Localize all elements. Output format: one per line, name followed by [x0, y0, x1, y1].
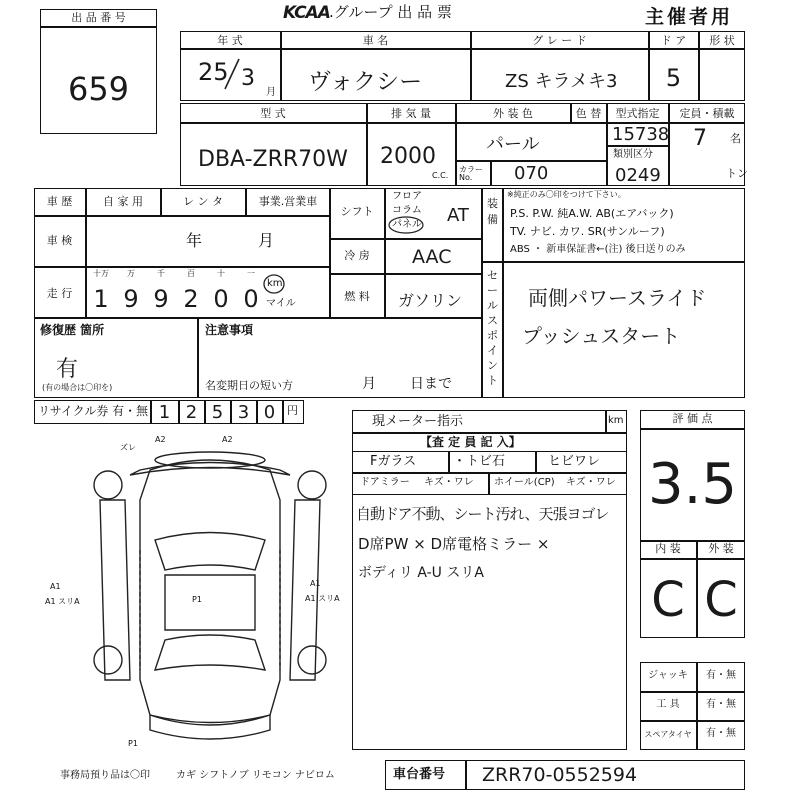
form-title: .グループ 出 品 票: [329, 3, 452, 21]
grade-value: ZS キラメキ3: [505, 71, 618, 92]
color-no-value: 070: [514, 163, 549, 184]
lot-number-value: 659: [67, 70, 130, 108]
chip-label: ・トビ石: [453, 454, 506, 469]
damage-mark-p1-roof: P1: [192, 595, 202, 604]
inspection-year-unit: 年: [186, 231, 203, 250]
shift-floor: フロア: [392, 191, 422, 202]
spare-tire-value: 有・無: [706, 728, 736, 739]
capacity-label: 定員・積載: [679, 107, 735, 120]
shift-value: AT: [447, 205, 469, 226]
color-no-label: カラー No.: [459, 165, 483, 182]
ac-label: 冷 房: [344, 249, 370, 262]
mileage-digit: 0: [243, 285, 259, 313]
repair-label: 修復歴 箇所: [40, 323, 105, 337]
month-value: 3: [241, 66, 255, 91]
equipment-line2: TV. ナビ. カワ. SR(サンルーフ): [510, 225, 665, 238]
exterior-value: C: [704, 572, 738, 628]
capacity-value: 7: [693, 126, 707, 151]
mileage-digits: 十万 万 千 百 十 一 1 9 9 2 0 0: [86, 267, 266, 318]
name-change-month: 月: [362, 376, 376, 392]
recycle-digit: 0: [263, 402, 276, 423]
brand-logo: KCAA: [283, 3, 330, 23]
mileage-digit: 9: [123, 285, 139, 313]
damage-mark-a2-left: A2: [155, 435, 166, 444]
tools-value: 有・無: [706, 699, 736, 710]
displacement-label: 排 気 量: [391, 107, 431, 120]
grade-label: グ レ ー ド: [532, 34, 587, 47]
sales-point-line1: 両側パワースライド: [528, 286, 707, 310]
tonnage-unit: トン: [726, 167, 748, 180]
jack-label: ジャッキ: [648, 670, 688, 681]
interior-label: 内 装: [655, 542, 681, 555]
door-label: ド ア: [660, 34, 687, 47]
recycle-label: リサイクル券 有・無: [38, 404, 149, 418]
f-glass-label: Fガラス: [370, 454, 417, 469]
repair-value: 有: [56, 357, 79, 382]
equipment-note: ※純正のみ〇印をつけて下さい。: [507, 190, 626, 199]
shape-label: 形 状: [709, 34, 735, 47]
meter-label: 現メーター指示: [372, 414, 464, 429]
type-cert-value: 15738: [612, 124, 670, 145]
history-business: 事業.営業車: [258, 195, 318, 208]
damage-mark-a2-right: A2: [222, 435, 233, 444]
door-value: 5: [665, 64, 682, 92]
color-label: 外 装 色: [493, 107, 533, 120]
year-label: 年 式: [217, 34, 243, 47]
mileage-digit: 1: [93, 285, 109, 313]
inspector-comment1: 自動ドア不動、シート汚れ、天張ヨゴレ: [356, 505, 609, 523]
name-change-day: 日まで: [410, 376, 452, 392]
repair-note: (有の場合は〇印を): [42, 383, 113, 392]
crack-label: ヒビワレ: [548, 454, 601, 469]
class-value: 0249: [615, 165, 661, 186]
chassis-label: 車台番号: [393, 767, 446, 782]
history-label: 車 歴: [46, 195, 73, 208]
color-change-label: 色 替: [575, 107, 602, 120]
fuel-label: 燃 料: [344, 290, 370, 303]
model-label: 車 名: [362, 34, 389, 47]
shift-column: コラム: [392, 205, 422, 216]
mileage-digit: 0: [213, 285, 229, 313]
sales-point-label: セールスポイント: [487, 269, 498, 387]
shift-label: シフト: [340, 205, 374, 218]
organizer-label: 主催者用: [645, 6, 734, 28]
month-unit: 月: [266, 87, 276, 98]
capacity-unit: 名: [730, 132, 741, 145]
equipment-line1: P.S. P.W. 純A.W. AB(エアバック): [510, 207, 674, 220]
recycle-digit: 1: [158, 402, 171, 423]
office-note: 事務局預り品は〇印: [60, 770, 150, 781]
lot-number-label: 出 品 番 号: [71, 11, 126, 24]
shift-circle: [388, 216, 428, 236]
tools-label: 工 具: [656, 699, 680, 710]
mileage-digit: 9: [153, 285, 169, 313]
mile-label: マイル: [266, 298, 296, 309]
inspection-month-unit: 月: [258, 231, 275, 250]
mileage-label: 走 行: [46, 287, 73, 300]
ac-value: AAC: [412, 246, 452, 268]
damage-mark-scratch-left: A1 スリA: [45, 597, 80, 606]
wheel-state: キズ・ワレ: [566, 477, 616, 488]
equipment-label: 装 備: [487, 197, 498, 226]
type-value: DBA-ZRR70W: [198, 147, 348, 172]
inspector-comment2: D席PW × D席電格ミラー ×: [358, 535, 550, 553]
door-mirror-label: ドアミラー: [360, 477, 410, 488]
history-rental: レ ン タ: [183, 195, 223, 208]
inspector-title: 【査 定 員 記 入】: [420, 435, 521, 449]
shift-panel: パネル: [392, 219, 422, 230]
mileage-digit: 2: [183, 285, 199, 313]
mirror-state: キズ・ワレ: [424, 477, 474, 488]
notes-label: 注意事項: [205, 323, 254, 337]
car-diagram: [80, 430, 340, 750]
chassis-value: ZRR70-0552594: [482, 764, 638, 786]
fuel-value: ガソリン: [398, 291, 463, 310]
interior-value: C: [651, 572, 685, 628]
recycle-digit: 5: [211, 402, 224, 423]
wheel-label: ホイール(CP): [494, 477, 555, 488]
year-value: 25: [198, 58, 229, 86]
recycle-yen: 円: [287, 404, 298, 417]
class-label: 類別区分: [613, 149, 653, 160]
damage-mark-zure: ズレ: [120, 443, 136, 452]
meter-unit: km: [608, 415, 624, 426]
rating-label: 評 価 点: [672, 412, 713, 425]
recycle-digit: 2: [185, 402, 198, 423]
inspector-comment3: ボディリ A-U スリA: [358, 565, 484, 581]
exterior-label: 外 装: [708, 542, 734, 555]
damage-mark-a1-right: A1: [310, 579, 321, 588]
model-value: ヴォクシー: [308, 69, 423, 95]
sales-point-line2: プッシュスタート: [522, 324, 681, 348]
cc-unit: C.C.: [432, 171, 449, 180]
office-items: カギ シフトノブ リモコン ナビロム: [176, 770, 335, 781]
damage-mark-a1-left: A1: [50, 582, 61, 591]
displacement-value: 2000: [380, 144, 436, 169]
damage-mark-scratch-right: A1 スリA: [305, 594, 340, 603]
inspection-label: 車 検: [46, 234, 73, 247]
name-change-label: 名変期日の短い方: [205, 379, 293, 392]
type-cert-label: 型式指定: [615, 107, 660, 120]
jack-value: 有・無: [706, 670, 736, 681]
type-label: 型 式: [260, 107, 286, 120]
rating-score: 3.5: [647, 452, 738, 517]
spare-tire-label: スペアタイヤ: [644, 730, 692, 739]
color-value: パール: [486, 134, 540, 155]
damage-mark-p1-rear: P1: [128, 739, 138, 748]
history-private: 自 家 用: [103, 195, 143, 208]
recycle-digit: 3: [237, 402, 250, 423]
equipment-line3: ABS ・ 新車保証書←(注) 後日送りのみ: [510, 244, 686, 255]
km-label: km: [267, 278, 283, 289]
